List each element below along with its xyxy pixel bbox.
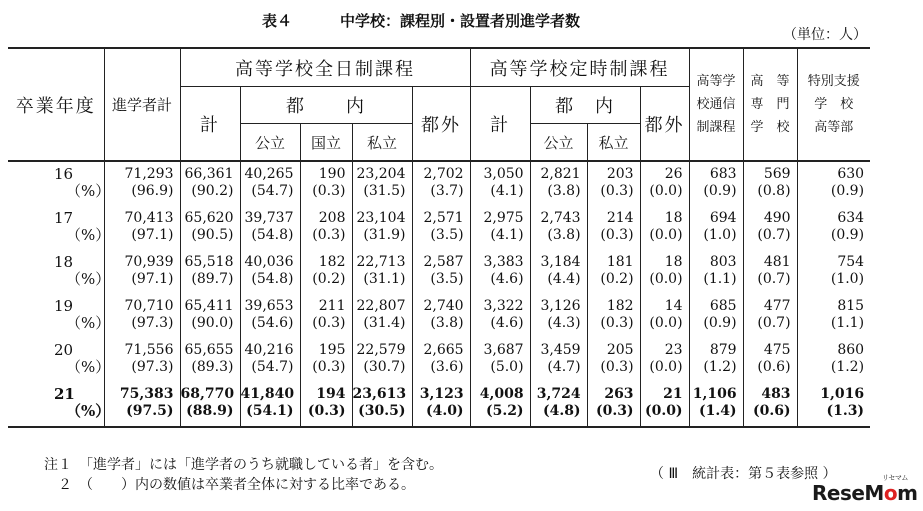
value-cell: 14	[640, 294, 689, 315]
percent-cell: (0.3)	[587, 403, 640, 427]
percent-cell: (3.8)	[530, 227, 587, 250]
value-cell: 3,322	[470, 294, 530, 315]
percent-label-cell: （%）	[8, 359, 104, 382]
table-row-percent	[8, 227, 870, 250]
value-cell: 40,265	[240, 161, 300, 183]
percent-cell: (54.7)	[240, 183, 300, 206]
value-cell: 569	[743, 161, 797, 183]
table-row	[8, 161, 870, 183]
value-cell: 194	[300, 382, 352, 403]
value-cell: 75,383	[104, 382, 180, 403]
value-cell: 190	[300, 161, 352, 183]
percent-cell: (97.3)	[104, 315, 180, 338]
header-parttime-tonai: 都 内	[530, 87, 640, 124]
percent-cell: (3.6)	[412, 359, 470, 382]
percent-label-cell: （%）	[8, 227, 104, 250]
header-fulltime: 高等学校全日制課程	[180, 48, 470, 87]
percent-cell: (1.0)	[797, 271, 870, 294]
percent-cell: (88.9)	[180, 403, 240, 427]
percent-cell: (4.8)	[530, 403, 587, 427]
value-cell: 2,702	[412, 161, 470, 183]
percent-cell: (0.0)	[640, 359, 689, 382]
year-cell: 16	[8, 161, 104, 183]
value-cell: 2,743	[530, 206, 587, 227]
percent-cell: (0.3)	[300, 227, 352, 250]
header-technical-college: 高 等 専 門 学 校	[743, 48, 797, 161]
value-cell: 39,653	[240, 294, 300, 315]
value-cell: 630	[797, 161, 870, 183]
value-cell: 3,383	[470, 250, 530, 271]
value-cell: 22,579	[352, 338, 412, 359]
table-row-percent	[8, 315, 870, 338]
header-fulltime-togai: 都外	[412, 87, 470, 162]
header-parttime-togai: 都外	[640, 87, 689, 162]
percent-cell: (0.3)	[587, 183, 640, 206]
table-row	[8, 338, 870, 359]
percent-cell: (0.0)	[640, 227, 689, 250]
value-cell: 65,620	[180, 206, 240, 227]
percent-cell: (31.4)	[352, 315, 412, 338]
footnotes	[44, 455, 443, 495]
value-cell: 66,361	[180, 161, 240, 183]
percent-cell: (1.3)	[797, 403, 870, 427]
percent-cell: (0.9)	[689, 183, 743, 206]
value-cell: 3,050	[470, 161, 530, 183]
value-cell: 23,613	[352, 382, 412, 403]
value-cell: 211	[300, 294, 352, 315]
value-cell: 2,571	[412, 206, 470, 227]
value-cell: 22,713	[352, 250, 412, 271]
percent-label-cell: （%）	[8, 315, 104, 338]
value-cell: 182	[300, 250, 352, 271]
value-cell: 22,807	[352, 294, 412, 315]
value-cell: 23	[640, 338, 689, 359]
value-cell: 182	[587, 294, 640, 315]
value-cell: 3,687	[470, 338, 530, 359]
reference-note: （ Ⅲ 統計表：第５表参照 ）	[650, 466, 837, 482]
table-row	[8, 206, 870, 227]
percent-cell: (1.2)	[689, 359, 743, 382]
value-cell: 483	[743, 382, 797, 403]
percent-cell: (90.0)	[180, 315, 240, 338]
year-cell: 21	[8, 382, 104, 403]
value-cell: 205	[587, 338, 640, 359]
percent-cell: (1.0)	[689, 227, 743, 250]
percent-cell: (30.7)	[352, 359, 412, 382]
year-cell: 18	[8, 250, 104, 271]
value-cell: 3,184	[530, 250, 587, 271]
value-cell: 475	[743, 338, 797, 359]
percent-cell: (0.0)	[640, 315, 689, 338]
value-cell: 2,821	[530, 161, 587, 183]
table-row-percent	[8, 403, 870, 427]
table-header	[8, 48, 870, 161]
percent-cell: (0.9)	[797, 227, 870, 250]
percent-cell: (3.8)	[412, 315, 470, 338]
percent-cell: (30.5)	[352, 403, 412, 427]
value-cell: 21	[640, 382, 689, 403]
header-total: 進学者計	[104, 48, 180, 161]
year-cell: 19	[8, 294, 104, 315]
value-cell: 181	[587, 250, 640, 271]
percent-cell: (54.6)	[240, 315, 300, 338]
header-correspondence: 高等学 校通信 制課程	[689, 48, 743, 161]
value-cell: 2,975	[470, 206, 530, 227]
percent-cell: (1.4)	[689, 403, 743, 427]
percent-cell: (0.9)	[797, 183, 870, 206]
percent-cell: (89.3)	[180, 359, 240, 382]
percent-cell: (31.5)	[352, 183, 412, 206]
percent-cell: (0.3)	[587, 227, 640, 250]
value-cell: 3,724	[530, 382, 587, 403]
percent-cell: (4.7)	[530, 359, 587, 382]
percent-cell: (0.0)	[640, 403, 689, 427]
percent-cell: (54.8)	[240, 227, 300, 250]
value-cell: 694	[689, 206, 743, 227]
value-cell: 803	[689, 250, 743, 271]
header-fulltime-total: 計	[180, 87, 240, 162]
value-cell: 2,665	[412, 338, 470, 359]
value-cell: 40,216	[240, 338, 300, 359]
value-cell: 2,587	[412, 250, 470, 271]
table-number: 表４	[262, 12, 293, 30]
percent-cell: (0.8)	[743, 183, 797, 206]
header-parttime-total: 計	[470, 87, 530, 162]
percent-cell: (1.1)	[689, 271, 743, 294]
percent-cell: (90.5)	[180, 227, 240, 250]
percent-cell: (97.5)	[104, 403, 180, 427]
table-body	[8, 161, 870, 427]
value-cell: 41,840	[240, 382, 300, 403]
value-cell: 1,016	[797, 382, 870, 403]
value-cell: 195	[300, 338, 352, 359]
value-cell: 3,123	[412, 382, 470, 403]
percent-cell: (5.2)	[470, 403, 530, 427]
percent-cell: (0.3)	[587, 315, 640, 338]
value-cell: 71,293	[104, 161, 180, 183]
table-row-percent	[8, 271, 870, 294]
percent-cell: (0.6)	[743, 403, 797, 427]
table-row	[8, 382, 870, 403]
value-cell: 70,710	[104, 294, 180, 315]
value-cell: 685	[689, 294, 743, 315]
percent-cell: (0.3)	[300, 315, 352, 338]
percent-cell: (0.2)	[587, 271, 640, 294]
percent-cell: (3.5)	[412, 227, 470, 250]
value-cell: 214	[587, 206, 640, 227]
value-cell: 39,737	[240, 206, 300, 227]
header-parttime-private: 私立	[587, 124, 640, 162]
value-cell: 208	[300, 206, 352, 227]
header-parttime-public: 公立	[530, 124, 587, 162]
percent-cell: (1.1)	[797, 315, 870, 338]
percent-cell: (97.1)	[104, 227, 180, 250]
value-cell: 40,036	[240, 250, 300, 271]
value-cell: 490	[743, 206, 797, 227]
value-cell: 23,204	[352, 161, 412, 183]
percent-cell: (4.6)	[470, 315, 530, 338]
percent-cell: (54.8)	[240, 271, 300, 294]
percent-cell: (0.7)	[743, 227, 797, 250]
header-fulltime-tonai: 都 内	[240, 87, 412, 124]
value-cell: 879	[689, 338, 743, 359]
percent-cell: (4.4)	[530, 271, 587, 294]
percent-cell: (0.3)	[300, 359, 352, 382]
value-cell: 18	[640, 250, 689, 271]
value-cell: 481	[743, 250, 797, 271]
footnote: 注１ 「進学者」には「進学者のうち就職している者」を含む。	[44, 457, 443, 473]
percent-cell: (54.1)	[240, 403, 300, 427]
table-row	[8, 250, 870, 271]
resemom-logo: ReseMom リセマム	[812, 474, 918, 505]
header-fulltime-private: 私立	[352, 124, 412, 162]
percent-cell: (4.0)	[412, 403, 470, 427]
value-cell: 65,518	[180, 250, 240, 271]
table-row	[8, 294, 870, 315]
percent-cell: (4.1)	[470, 183, 530, 206]
value-cell: 18	[640, 206, 689, 227]
unit-label: （単位：人）	[783, 27, 867, 43]
year-cell: 20	[8, 338, 104, 359]
value-cell: 203	[587, 161, 640, 183]
percent-label-cell: （%）	[8, 271, 104, 294]
percent-cell: (0.3)	[587, 359, 640, 382]
percent-cell: (3.5)	[412, 271, 470, 294]
percent-cell: (0.7)	[743, 271, 797, 294]
percent-cell: (31.9)	[352, 227, 412, 250]
value-cell: 23,104	[352, 206, 412, 227]
percent-cell: (89.7)	[180, 271, 240, 294]
value-cell: 1,106	[689, 382, 743, 403]
percent-label-cell: （%）	[8, 183, 104, 206]
percent-cell: (31.1)	[352, 271, 412, 294]
percent-label-cell: （%）	[8, 403, 104, 427]
percent-cell: (0.0)	[640, 183, 689, 206]
percent-cell: (1.2)	[797, 359, 870, 382]
percent-cell: (90.2)	[180, 183, 240, 206]
statistics-table	[8, 47, 870, 428]
percent-cell: (0.3)	[300, 403, 352, 427]
header-special-support: 特別支援 学 校 高等部	[797, 48, 870, 161]
value-cell: 4,008	[470, 382, 530, 403]
percent-cell: (97.1)	[104, 271, 180, 294]
table-row-percent	[8, 359, 870, 382]
value-cell: 70,413	[104, 206, 180, 227]
value-cell: 68,770	[180, 382, 240, 403]
header-fulltime-national: 国立	[300, 124, 352, 162]
percent-cell: (3.8)	[530, 183, 587, 206]
value-cell: 65,655	[180, 338, 240, 359]
value-cell: 683	[689, 161, 743, 183]
value-cell: 860	[797, 338, 870, 359]
percent-cell: (0.2)	[300, 271, 352, 294]
footnote: ２ （ ）内の数値は卒業者全体に対する比率である。	[44, 477, 415, 493]
value-cell: 263	[587, 382, 640, 403]
header-year: 卒業年度	[8, 48, 104, 161]
percent-cell: (0.7)	[743, 315, 797, 338]
percent-cell: (97.3)	[104, 359, 180, 382]
header-parttime: 高等学校定時制課程	[470, 48, 689, 87]
value-cell: 815	[797, 294, 870, 315]
table-caption: 中学校：課程別・設置者別進学者数	[340, 12, 581, 30]
percent-cell: (54.7)	[240, 359, 300, 382]
percent-cell: (0.0)	[640, 271, 689, 294]
value-cell: 754	[797, 250, 870, 271]
year-cell: 17	[8, 206, 104, 227]
value-cell: 71,556	[104, 338, 180, 359]
header-fulltime-public: 公立	[240, 124, 300, 162]
value-cell: 70,939	[104, 250, 180, 271]
value-cell: 2,740	[412, 294, 470, 315]
value-cell: 3,459	[530, 338, 587, 359]
value-cell: 65,411	[180, 294, 240, 315]
value-cell: 477	[743, 294, 797, 315]
value-cell: 634	[797, 206, 870, 227]
percent-cell: (0.6)	[743, 359, 797, 382]
percent-cell: (4.6)	[470, 271, 530, 294]
percent-cell: (4.1)	[470, 227, 530, 250]
value-cell: 3,126	[530, 294, 587, 315]
percent-cell: (4.3)	[530, 315, 587, 338]
percent-cell: (3.7)	[412, 183, 470, 206]
percent-cell: (0.3)	[300, 183, 352, 206]
percent-cell: (5.0)	[470, 359, 530, 382]
percent-cell: (0.9)	[689, 315, 743, 338]
value-cell: 26	[640, 161, 689, 183]
percent-cell: (96.9)	[104, 183, 180, 206]
table-row-percent	[8, 183, 870, 206]
